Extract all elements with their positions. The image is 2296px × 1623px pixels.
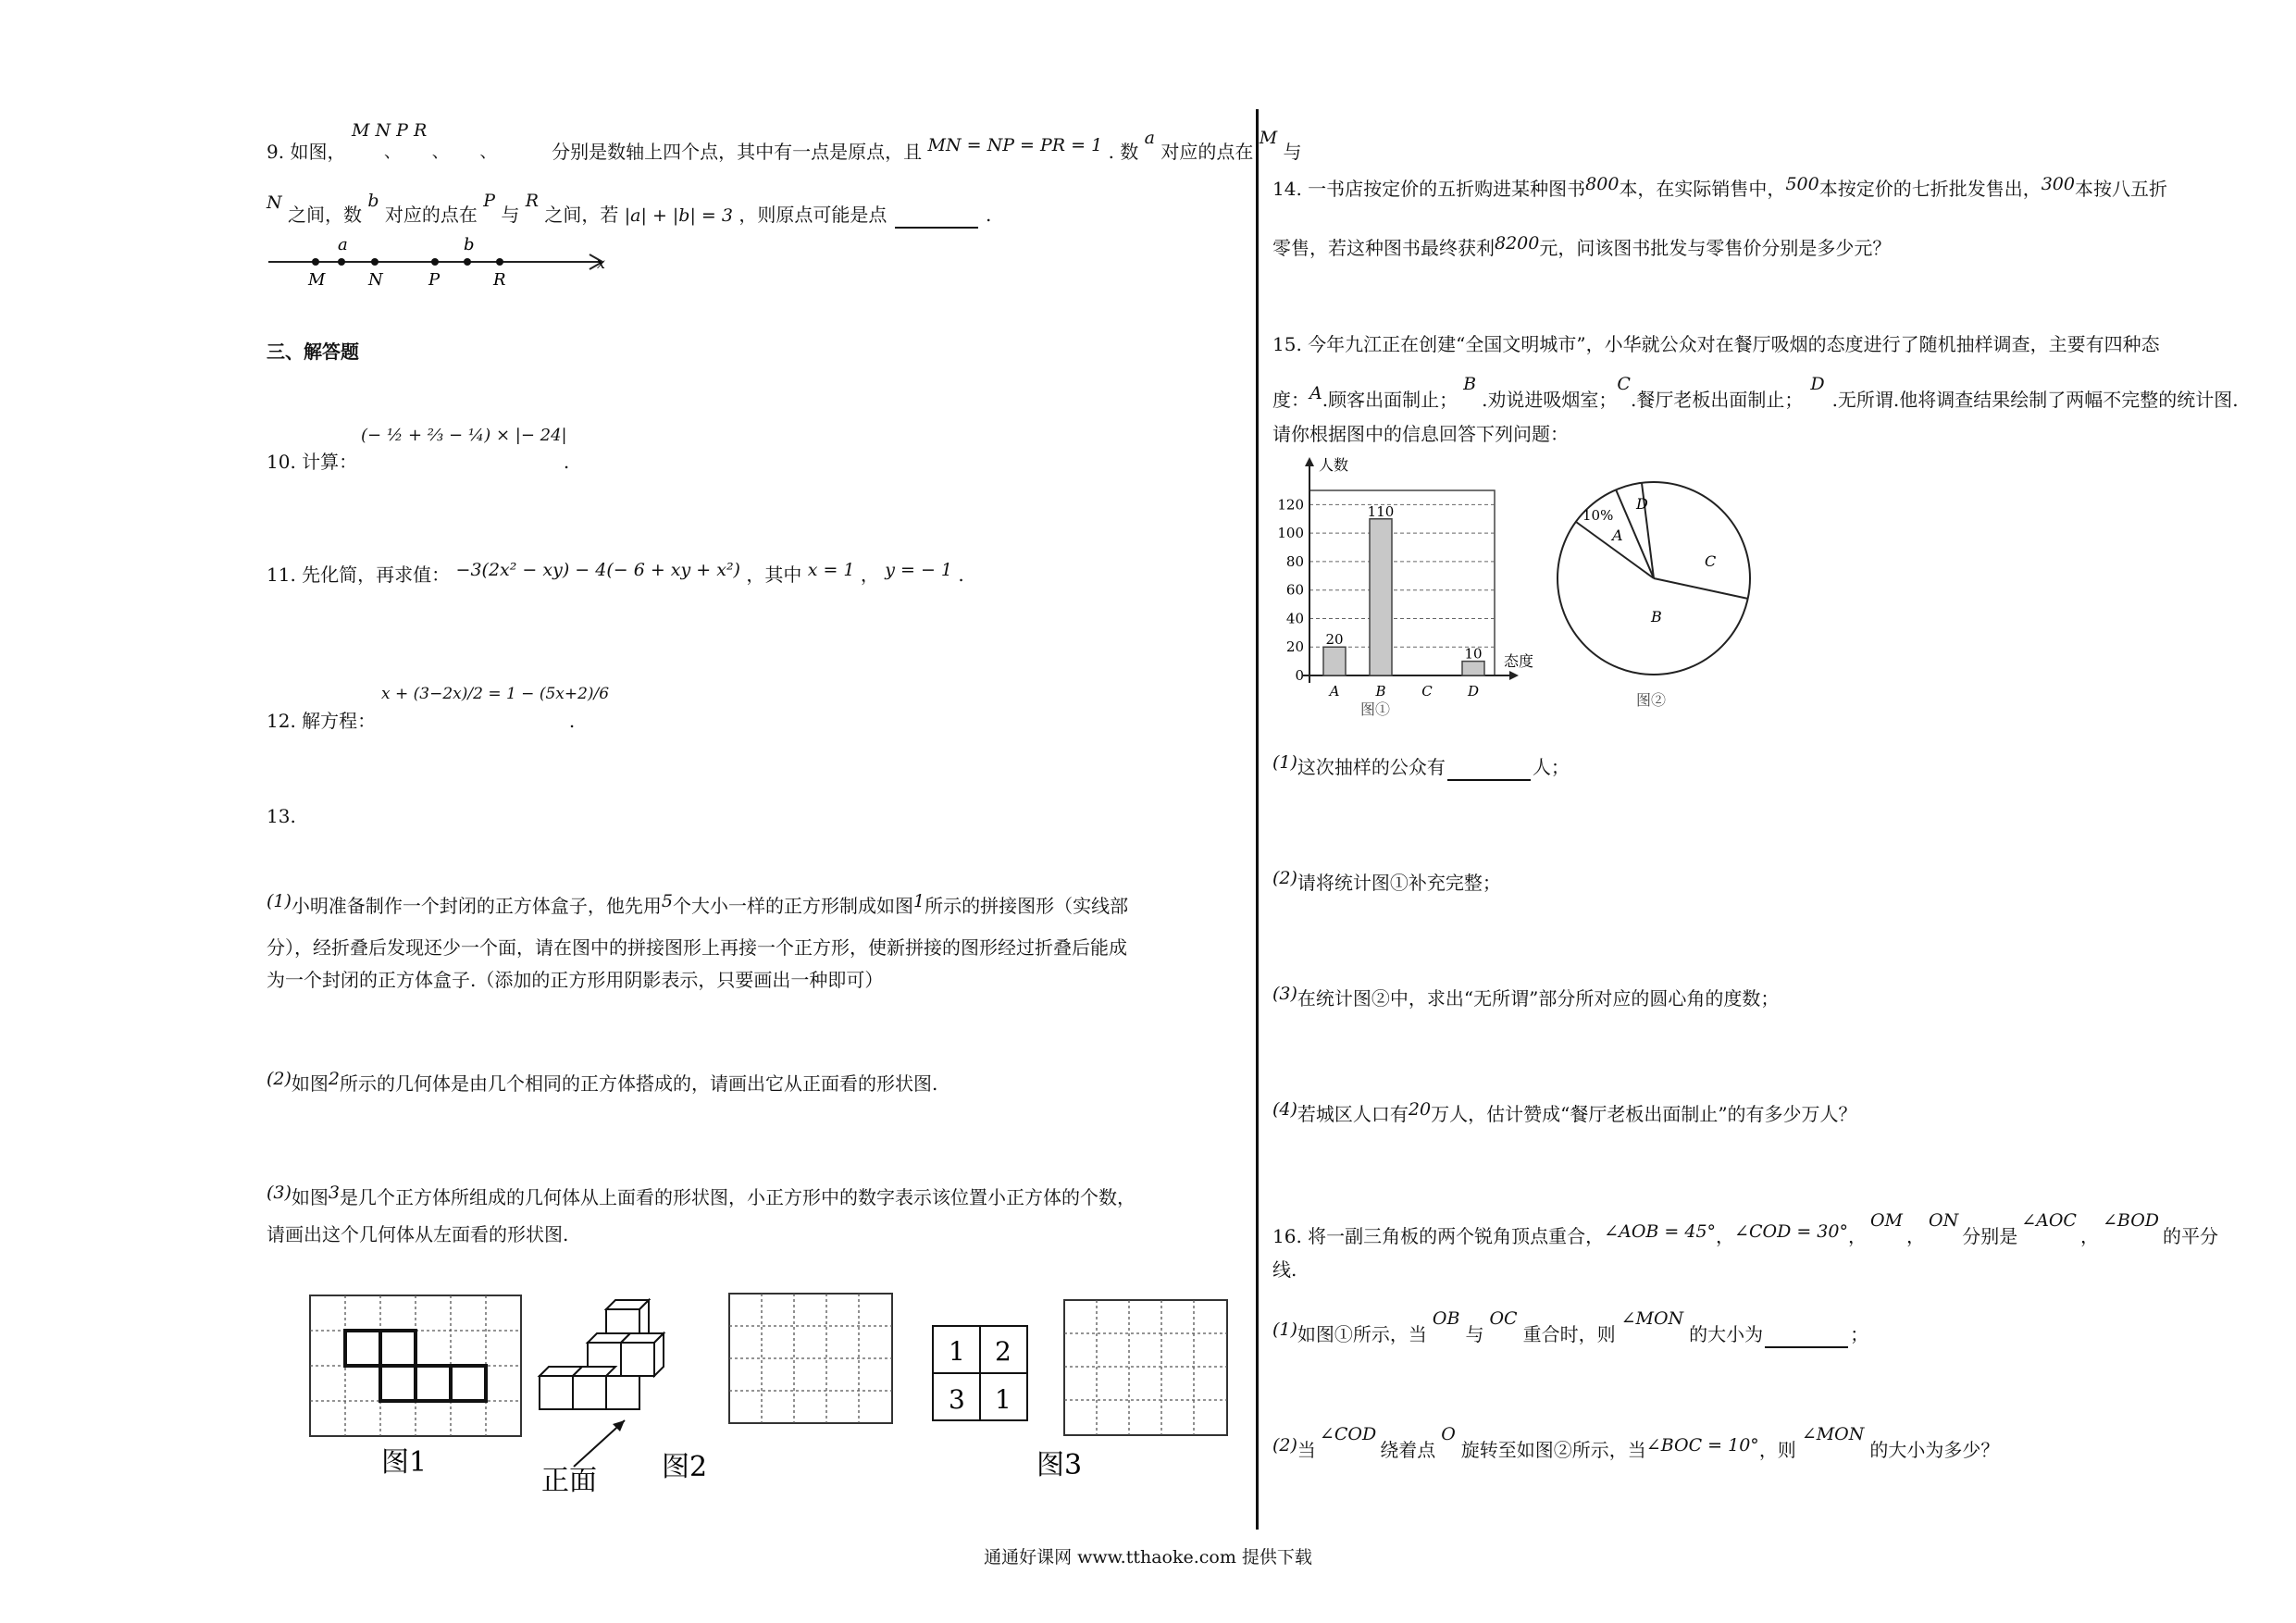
question-15-line3: 请你根据图中的信息回答下列问题：	[1272, 423, 1569, 445]
pie-label-D: D	[1636, 495, 1648, 513]
q15-sub3: (3)在统计图②中，求出“无所谓”部分所对应的圆心角的度数；	[1272, 984, 1780, 1010]
q12-equation: x + (3−2x)/2 = 1 − (5x+2)/6	[381, 685, 610, 703]
point-a	[338, 258, 345, 266]
ytick-label-40: 40	[1285, 610, 1304, 627]
label-R: R	[493, 270, 506, 290]
cube-stack	[540, 1300, 664, 1409]
q13-number: 13.	[267, 805, 296, 827]
point-M	[312, 258, 319, 266]
label-x: x	[597, 254, 606, 272]
bar-D	[1462, 662, 1484, 675]
label-N: N	[368, 270, 383, 290]
q15-sub4: (4)若城区人口有20万人，估计赞成“餐厅老板出面制止”的有多少万人？	[1272, 1099, 1857, 1125]
front-label: 正面	[541, 1465, 597, 1497]
xtick-label-B: B	[1375, 683, 1386, 700]
bar-A	[1323, 647, 1346, 675]
point-N	[371, 258, 379, 266]
answer-grid-3	[1027, 1294, 1231, 1497]
label-a: a	[338, 235, 348, 254]
question-14-line2: 零售，若这种图书最终获利8200元，问该图书批发与零售价分别是多少元？	[1272, 233, 1892, 259]
pie-chart	[1555, 472, 1768, 717]
pie-label-C: C	[1705, 552, 1717, 570]
cell-bottom-right: 1	[995, 1384, 1011, 1415]
q15-sub1-blank	[1447, 761, 1531, 781]
bar-chart-caption: 图①	[1360, 700, 1391, 717]
pie-label-A: A	[1612, 527, 1623, 544]
question-11: 11. 先化简，再求值： −3(2x² − xy) − 4(− 6 + xy + x²) ，其中 x = 1 ， y = − 1 .	[267, 560, 964, 586]
q9-letters: M N P R	[352, 120, 428, 141]
figure-3-label: 图3	[1036, 1449, 1083, 1481]
xtick-label-D: D	[1467, 683, 1480, 700]
q16-sub2: (2)当∠COD绕着点O旋转至如图②所示，当∠BOC = 10°，则∠MON的大小为多少？	[1272, 1424, 2000, 1461]
x-axis-label: 态度	[1504, 652, 1534, 670]
page-footer: 通通好课网 www.tthaoke.com 提供下载	[984, 1547, 1312, 1567]
q16-sub1-blank	[1765, 1328, 1848, 1348]
q10-expression: (− ½ + ⅔ − ¼) × |− 24|	[361, 426, 567, 445]
pie-caption: 图②	[1636, 691, 1667, 709]
q13-part1-line2: 分），经折叠后发现还少一个面，请在图中的拼接图形上再接一个正方形，使新拼接的图形经过折叠后能成	[267, 936, 1127, 959]
column-divider	[1256, 109, 1259, 1530]
q15-sub1: (1)这次抽样的公众有 人；	[1272, 754, 1570, 781]
q13-part2: (2)如图2所示的几何体是由几个相同的正方体搭成的，请画出它从正面看的形状图.	[267, 1069, 938, 1095]
label-b: b	[464, 235, 475, 254]
bar-chart	[1272, 453, 1550, 717]
bar-value-A: 20	[1325, 631, 1344, 649]
question-15-line2: 度：A.顾客出面制止；B.劝说进吸烟室；C.餐厅老板出面制止；D.无所谓.他将调查结果绘制了两幅不完整的统计图.	[1272, 374, 2239, 411]
q13-part3-line2: 请画出这个几何体从左面看的形状图.	[267, 1223, 569, 1245]
ytick-label-20: 20	[1285, 638, 1304, 656]
bar-value-D: 10	[1464, 645, 1483, 663]
figure-2	[537, 1282, 722, 1504]
pie-label-B: B	[1651, 608, 1662, 626]
cell-top-right: 2	[995, 1336, 1011, 1367]
point-R	[496, 258, 503, 266]
figure-2-label: 图2	[662, 1451, 708, 1483]
question-16-line2: 线.	[1272, 1258, 1297, 1281]
q13-part1-line1: (1)小明准备制作一个封闭的正方体盒子，他先用5个大小一样的正方形制成如图1所示的拼接图形（实线部	[267, 891, 1129, 917]
label-P: P	[428, 270, 441, 290]
xtick-label-A: A	[1329, 683, 1340, 700]
cell-top-left: 1	[949, 1336, 965, 1367]
question-15-line1: 15. 今年九江正在创建“全国文明城市”，小华就公众对在餐厅吸烟的态度进行了随机抽样调查，主要有四种态	[1272, 333, 2160, 355]
q13-part3-line1: (3)如图3是几个正方体所组成的几何体从上面看的形状图，小正方形中的数字表示该位置小正方体的个数，	[267, 1183, 1136, 1208]
q9-separators: 、 、 、	[384, 142, 510, 162]
figure-3-top-view	[930, 1323, 1032, 1430]
ytick-label-100: 100	[1277, 525, 1304, 542]
x-axis-arrow	[1509, 671, 1519, 680]
xtick-label-C: C	[1421, 683, 1433, 700]
answer-grid-2	[726, 1291, 898, 1430]
q16-sub1: (1)如图①所示，当OB与OC重合时，则∠MON的大小为 ；	[1272, 1321, 1868, 1348]
ytick-label-80: 80	[1285, 552, 1304, 570]
bar-B	[1370, 519, 1392, 675]
number-line	[264, 231, 620, 296]
y-axis-label: 人数	[1319, 456, 1349, 474]
figure-1	[305, 1291, 527, 1504]
q9-answer-blank	[895, 208, 978, 229]
ytick-label-0: 0	[1295, 667, 1304, 684]
figure-1-label: 图1	[381, 1446, 428, 1479]
question-16-line1: 16. 将一副三角板的两个锐角顶点重合，∠AOB = 45°，∠COD = 30°，OM，ON分别是∠AOC，∠BOD的平分	[1272, 1210, 2219, 1247]
q15-sub2: (2)请将统计图①补充完整；	[1272, 868, 1501, 894]
bar-value-B: 110	[1367, 502, 1395, 520]
q9-line2: N 之间，数 b 对应的点在 P 与 R 之间，若 |a| + |b| = 3 ，则原点可能是点 .	[267, 202, 991, 229]
y-axis-arrow	[1305, 457, 1314, 466]
ytick-label-120: 120	[1277, 496, 1304, 514]
question-14-line1: 14. 一书店按定价的五折购进某种图书800本，在实际销售中，500本按定价的七折批发售出，300本按八五折	[1272, 174, 2167, 200]
point-P	[431, 258, 439, 266]
q9-line1: 9. 如图， 分别是数轴上四个点，其中有一点是原点，且 MN = NP = PR = 1 . 数 a 对应的点在 M 与	[267, 128, 1302, 163]
net-squares	[345, 1331, 486, 1401]
point-b	[464, 258, 471, 266]
ytick-label-60: 60	[1285, 581, 1304, 599]
section-heading: 三、解答题	[267, 341, 359, 363]
q13-part1-line3: 为一个封闭的正方体盒子.（添加的正方形用阴影表示，只要画出一种即可）	[267, 969, 884, 991]
label-M: M	[308, 270, 326, 290]
cell-bottom-left: 3	[949, 1384, 965, 1415]
pie-label-10pct: 10%	[1582, 507, 1614, 524]
